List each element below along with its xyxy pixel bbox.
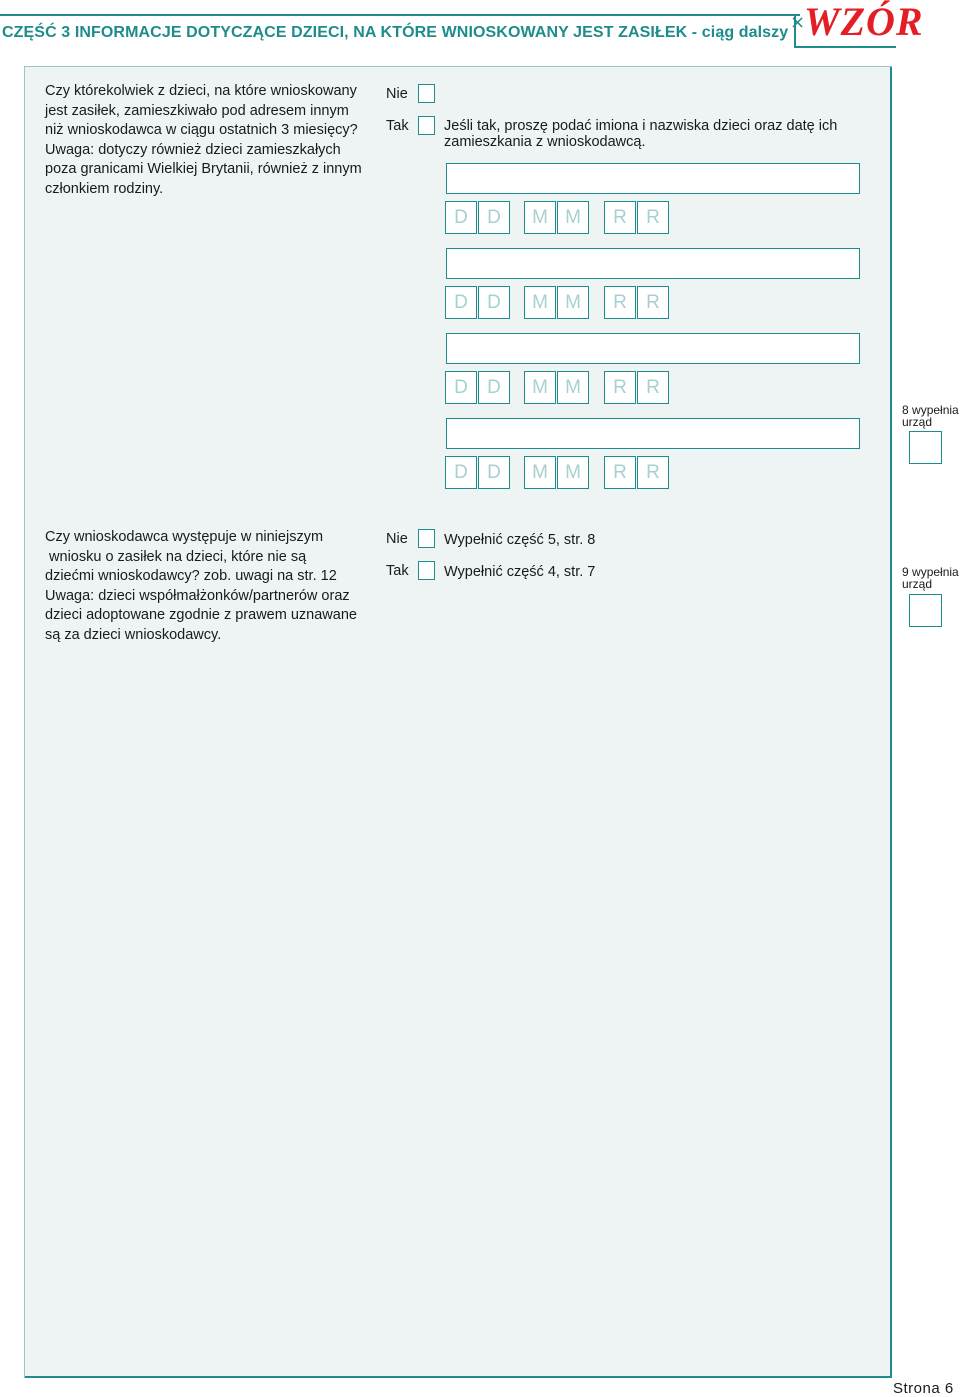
q1-instruction (444, 118, 837, 150)
question-1-line: poza granicami Wielkiej Brytanii, również z innym (45, 161, 362, 178)
q2-yes-label: Tak (386, 563, 409, 579)
question-2-line: dzieci adoptowane zgodnie z prawem uznawane (45, 607, 357, 624)
child-name-field[interactable] (446, 418, 860, 449)
header-rule (0, 14, 800, 16)
date-digit-cell[interactable]: D (445, 286, 477, 319)
date-digit-cell[interactable]: D (478, 286, 510, 319)
q1-yes-label: Tak (386, 118, 409, 134)
panel-top-border (24, 66, 892, 67)
section-title: CZĘŚĆ 3 INFORMACJE DOTYCZĄCE DZIECI, NA KTÓRE WNIOSKOWANY JEST ZASIŁEK - ciąg dalszy (2, 24, 789, 41)
stamp-text: WZÓR (804, 0, 924, 44)
wzor-stamp (790, 0, 924, 46)
date-digit-cell[interactable]: D (445, 201, 477, 234)
q1-yes-checkbox[interactable] (418, 116, 435, 135)
date-digit-cell[interactable]: M (524, 201, 556, 234)
q1-no-label: Nie (386, 86, 408, 102)
office-note-text: wypełnia (912, 403, 959, 417)
date-digit-cell[interactable]: R (637, 201, 669, 234)
q2-no-checkbox[interactable] (418, 529, 435, 548)
child-name-field[interactable] (446, 163, 860, 194)
date-digit-cell[interactable]: D (478, 456, 510, 489)
child-name-field[interactable] (446, 333, 860, 364)
office-note-text: urząd (902, 415, 933, 429)
date-digit-cell[interactable]: M (557, 201, 589, 234)
question-1-line: Uwaga: dotyczy również dzieci zamieszkałych (45, 141, 341, 158)
question-1-line: Czy którekolwiek z dzieci, na które wnioskowany (45, 83, 357, 99)
date-digit-cell[interactable]: R (604, 456, 636, 489)
question-2-line: Czy wnioskodawca występuje w niniejszym (45, 529, 324, 545)
date-digit-cell[interactable]: R (637, 286, 669, 319)
q2-yes-checkbox[interactable] (418, 561, 435, 580)
question-2-line: są za dzieci wnioskodawcy. (45, 626, 222, 643)
q1-instruction-line: zamieszkania z wnioskodawcą. (444, 134, 646, 150)
stamp-cross-icon: × (790, 12, 806, 33)
question-2-line: wniosku o zasiłek na dzieci, które nie są (45, 548, 307, 565)
office-note-number: 9 (902, 565, 909, 579)
q1-instruction-line: Jeśli tak, proszę podać imiona i nazwiska dzieci oraz datę ich (444, 118, 838, 134)
q1-no-checkbox[interactable] (418, 84, 435, 103)
question-2-text (45, 528, 357, 646)
office-note-text: urząd (902, 577, 933, 591)
q2-no-label: Nie (386, 531, 408, 547)
date-digit-cell[interactable]: M (524, 286, 556, 319)
date-digit-cell[interactable]: D (445, 371, 477, 404)
date-digit-cell[interactable]: D (478, 201, 510, 234)
question-1-line: członkiem rodziny. (45, 180, 164, 197)
office-note-text: wypełnia (912, 565, 959, 579)
q2-yes-action: Wypełnić część 4, str. 7 (444, 564, 596, 580)
date-digit-cell[interactable]: D (478, 371, 510, 404)
date-digit-cell[interactable]: R (604, 371, 636, 404)
question-1-line: jest zasiłek, zamieszkiwało pod adresem innym (45, 102, 349, 119)
office-use-note-9 (902, 566, 959, 590)
office-use-box-8[interactable] (909, 431, 942, 464)
date-digit-cell[interactable]: M (557, 371, 589, 404)
date-digit-cell[interactable]: R (637, 456, 669, 489)
date-digit-cell[interactable]: M (524, 456, 556, 489)
office-use-box-9[interactable] (909, 594, 942, 627)
date-digit-cell[interactable]: M (557, 286, 589, 319)
question-2-line: Uwaga: dzieci współmałżonków/partnerów oraz (45, 587, 350, 604)
date-digit-cell[interactable]: M (524, 371, 556, 404)
office-use-note-8 (902, 404, 959, 428)
date-digit-cell[interactable]: D (445, 456, 477, 489)
date-digit-cell[interactable]: R (637, 371, 669, 404)
office-note-number: 8 (902, 403, 909, 417)
q2-no-action: Wypełnić część 5, str. 8 (444, 532, 596, 548)
page-number: Strona 6 (893, 1380, 954, 1397)
question-2-line: dziećmi wnioskodawcy? zob. uwagi na str. 12 (45, 568, 337, 585)
child-name-field[interactable] (446, 248, 860, 279)
question-1-line: niż wnioskodawca w ciągu ostatnich 3 miesięcy? (45, 122, 358, 139)
date-digit-cell[interactable]: M (557, 456, 589, 489)
panel-left-border (24, 66, 25, 1378)
date-digit-cell[interactable]: R (604, 201, 636, 234)
question-1-text (45, 82, 362, 200)
date-digit-cell[interactable]: R (604, 286, 636, 319)
